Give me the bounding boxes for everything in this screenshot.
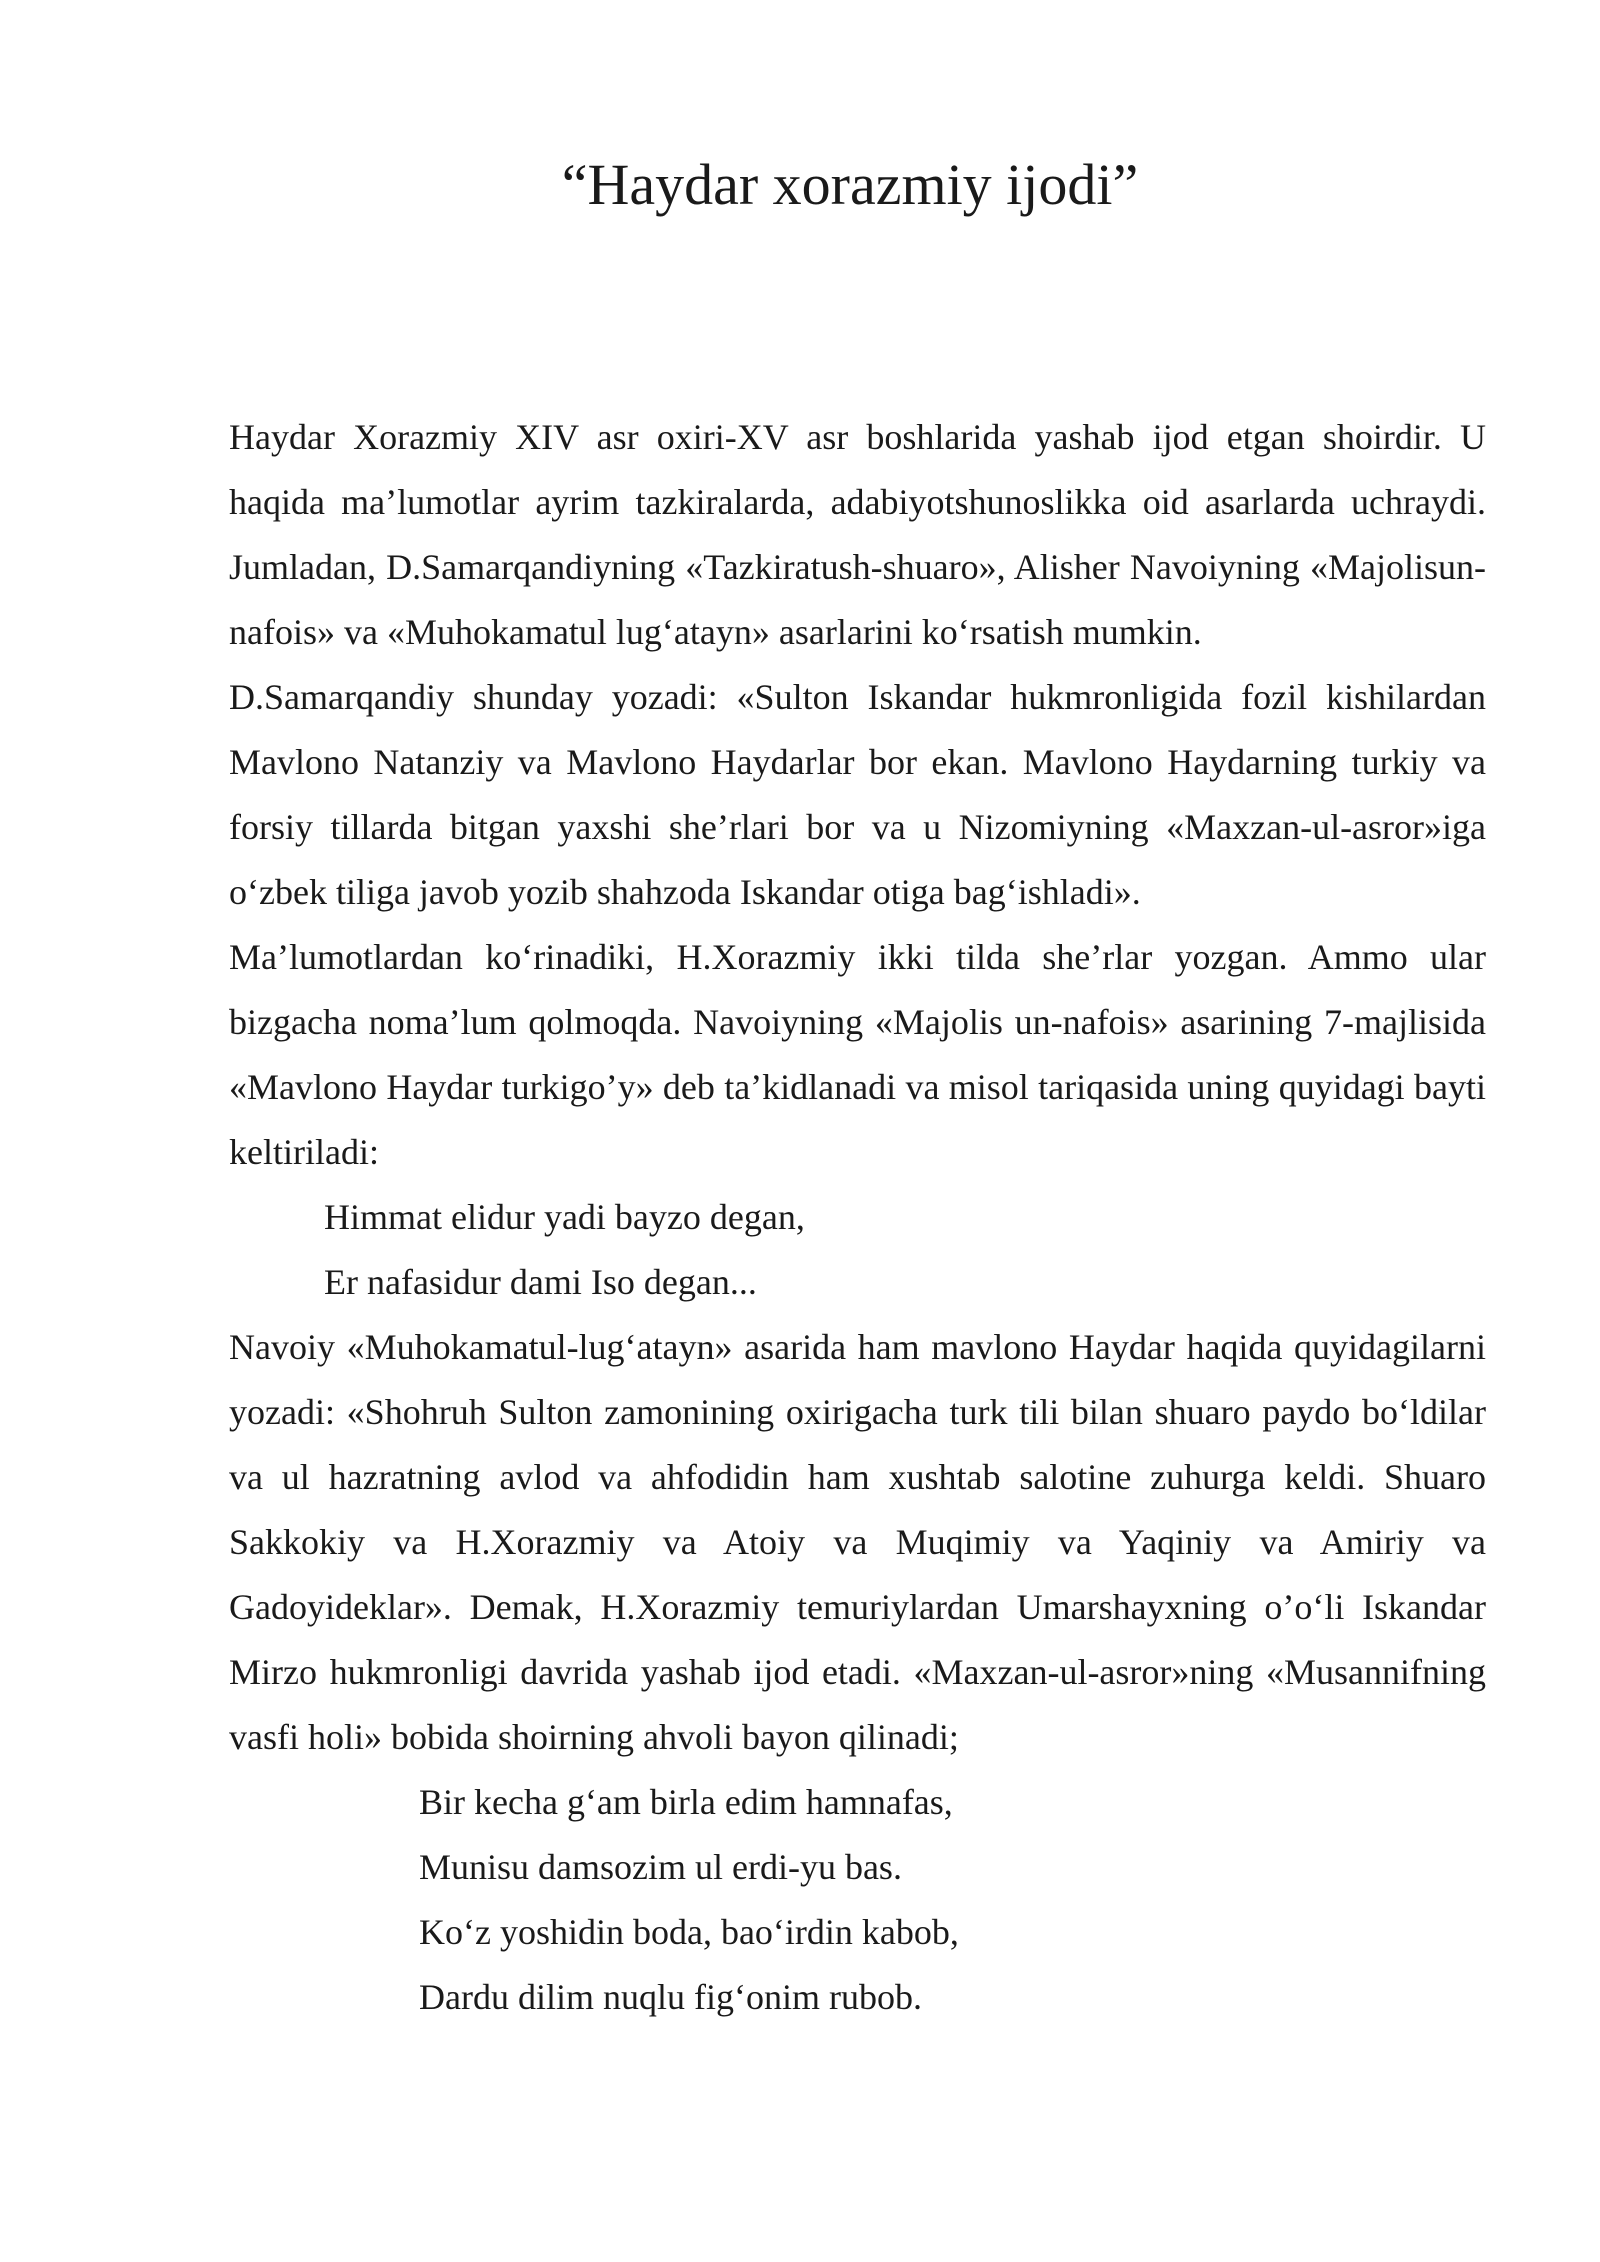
paragraph-malumotlar: Ma’lumotlardan ko‘rinadiki, H.Xorazmiy ikki tilda she’rlar yozgan. Ammo ular bizgacha noma’lum qolmoqda. Navoiyning «Majolis un-nafois» asarining 7-majlisida «Mavlono Haydar turkigo’y» deb ta’kidlanadi va misol tariqasida uning quyidagi bayti keltiriladi:: [229, 937, 1486, 1172]
document-body: [229, 405, 1486, 2030]
document-title: “Haydar xorazmiy ijodi”: [561, 152, 1139, 217]
verse-line: Munisu damsozim ul erdi-yu bas.: [419, 1847, 902, 1887]
verse-block-1: [229, 1185, 1486, 1315]
paragraph-samarqandiy: D.Samarqandiy shunday yozadi: «Sulton Iskandar hukmronligida fozil kishilardan Mavlono Natanziy va Mavlono Haydarlar bor ekan. Mavlono Haydarning turkiy va forsiy tillarda bitgan yaxshi she’rlari bor va u Nizomiyning «Maxzan-ul-asror»iga o‘zbek tiliga javob yozib shahzoda Iskandar otiga bag‘ishladi».: [229, 677, 1486, 912]
verse-line: Ko‘z yoshidin boda, bao‘irdin kabob,: [419, 1912, 959, 1952]
verse-line: Dardu dilim nuqlu fig‘onim rubob.: [419, 1977, 922, 2017]
verse-line: Himmat elidur yadi bayzo degan,: [324, 1197, 805, 1237]
verse-block-2: [229, 1770, 1486, 2030]
verse-line: Er nafasidur dami Iso degan...: [324, 1262, 757, 1302]
verse-line: Bir kecha g‘am birla edim hamnafas,: [419, 1782, 953, 1822]
paragraph-intro: Haydar Xorazmiy XIV asr oxiri-XV asr boshlarida yashab ijod etgan shoirdir. U haqida ma’lumotlar ayrim tazkiralarda, adabiyotshunoslikka oid asarlarda uchraydi. Jumladan, D.Samarqandiyning «Tazkiratush-shuaro», Alisher Navoiyning «Majolisun-nafois» va «Muhokamatul lug‘atayn» asarlarini ko‘rsatish mumkin.: [229, 417, 1486, 652]
paragraph-navoiy: Navoiy «Muhokamatul-lug‘atayn» asarida ham mavlono Haydar haqida quyidagilarni yozadi: «Shohruh Sulton zamonining oxirigacha turk tili bilan shuaro paydo bo‘ldilar va ul hazratning avlod va ahfodidin ham xushtab salotine zuhurga keldi. Shuaro Sakkokiy va H.Xorazmiy va Atoiy va Muqimiy va Yaqiniy va Amiriy va Gadoyideklar». Demak, H.Xorazmiy temuriylardan Umarshayxning o’o‘li Iskandar Mirzo hukmronligi davrida yashab ijod etadi. «Maxzan-ul-asror»ning «Musannifning vasfi holi» bobida shoirning ahvoli bayon qilinadi;: [229, 1327, 1486, 1757]
